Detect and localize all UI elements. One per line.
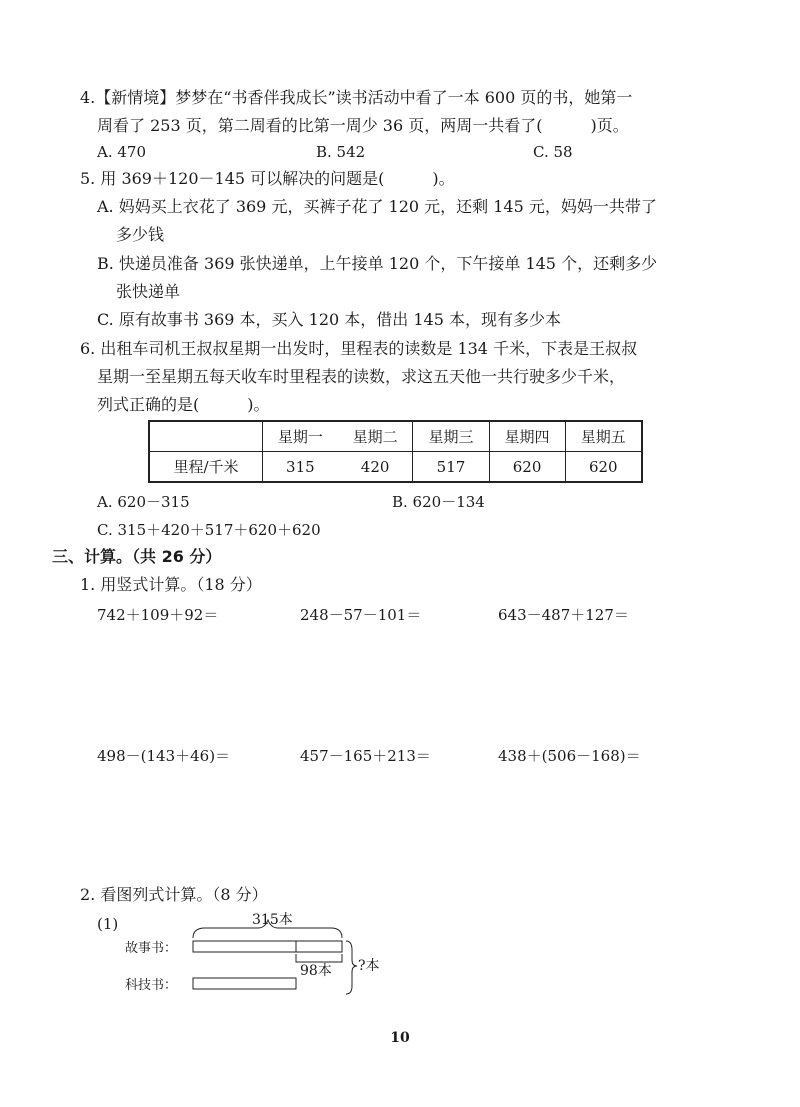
page-number: 10: [390, 1030, 410, 1046]
mileage-value-wed: 517: [413, 452, 489, 483]
top-brace: [193, 920, 342, 938]
q4-option-c: C. 58: [533, 143, 573, 161]
story-book-bar: [193, 941, 342, 952]
section3-sub1: 1. 用竖式计算。（18 分）: [80, 575, 262, 594]
mileage-header-fri: 星期五: [565, 421, 642, 452]
diagram-diff-label: 98本: [300, 963, 332, 979]
q6-option-b: B. 620－134: [392, 493, 485, 511]
mileage-value-fri: 620: [565, 452, 642, 483]
mileage-row-label: 里程/千米: [149, 452, 263, 483]
diagram-question-label: ?本: [358, 958, 380, 974]
q4-option-a: A. 470: [97, 143, 146, 161]
q5-option-a-line2: 多少钱: [116, 225, 165, 244]
science-book-bar: [193, 978, 296, 989]
q5-line1: 5. 用 369＋120－145 可以解决的问题是( )。: [80, 169, 455, 188]
mileage-header-thu: 星期四: [489, 421, 565, 452]
calc-6: 438＋(506－168)＝: [498, 747, 641, 765]
q5-option-b-line2: 张快递单: [116, 282, 181, 301]
q5-option-a-line1: A. 妈妈买上衣花了 369 元，买裤子花了 120 元，还剩 145 元，妈妈一共带了: [97, 197, 657, 216]
mileage-value-mon: 315: [263, 452, 338, 483]
q4-line2: 周看了 253 页，第二周看的比第一周少 36 页，两周一共看了( )页。: [97, 116, 629, 135]
q5-option-b-line1: B. 快递员准备 369 张快递单，上午接单 120 个，下午接单 145 个，还剩多少: [97, 254, 658, 273]
section3-title: 三、计算。（共 26 分）: [52, 547, 222, 566]
mileage-header-tue: 星期二: [338, 421, 413, 452]
diagram-row1-label: 故事书：: [125, 941, 178, 956]
q6-line3: 列式正确的是( )。: [97, 395, 270, 414]
diff-bracket: [296, 954, 342, 962]
calc-4: 498－(143＋46)＝: [97, 747, 231, 765]
q4-option-b: B. 542: [316, 143, 366, 161]
q6-option-c: C. 315＋420＋517＋620＋620: [97, 521, 321, 539]
q6-option-a: A. 620－315: [97, 493, 190, 511]
mileage-header-wed: 星期三: [413, 421, 489, 452]
q5-option-c: C. 原有故事书 369 本，买入 120 本，借出 145 本，现有多少本: [97, 310, 561, 329]
diagram-label-num: (1): [97, 915, 119, 933]
diagram-top-label: 315本: [252, 912, 293, 928]
total-brace: [346, 941, 357, 994]
mileage-value-tue: 420: [338, 452, 413, 483]
mileage-header-mon: 星期一: [263, 421, 338, 452]
q4-line1: 4.【新情境】梦梦在“书香伴我成长”读书活动中看了一本 600 页的书，她第一: [80, 88, 633, 107]
calc-2: 248－57－101＝: [300, 606, 422, 624]
q6-line2: 星期一至星期五每天收车时里程表的读数，求这五天他一共行驶多少千米，: [97, 367, 626, 386]
calc-3: 643－487＋127＝: [498, 606, 629, 624]
diagram-row2-label: 科技书：: [125, 978, 178, 993]
calc-1: 742＋109＋92＝: [97, 606, 219, 624]
section3-sub2: 2. 看图列式计算。（8 分）: [80, 885, 268, 904]
q6-line1: 6. 出租车司机王叔叔星期一出发时，里程表的读数是 134 千米，下表是王叔叔: [80, 339, 638, 358]
calc-5: 457－165＋213＝: [300, 747, 431, 765]
mileage-value-thu: 620: [489, 452, 565, 483]
